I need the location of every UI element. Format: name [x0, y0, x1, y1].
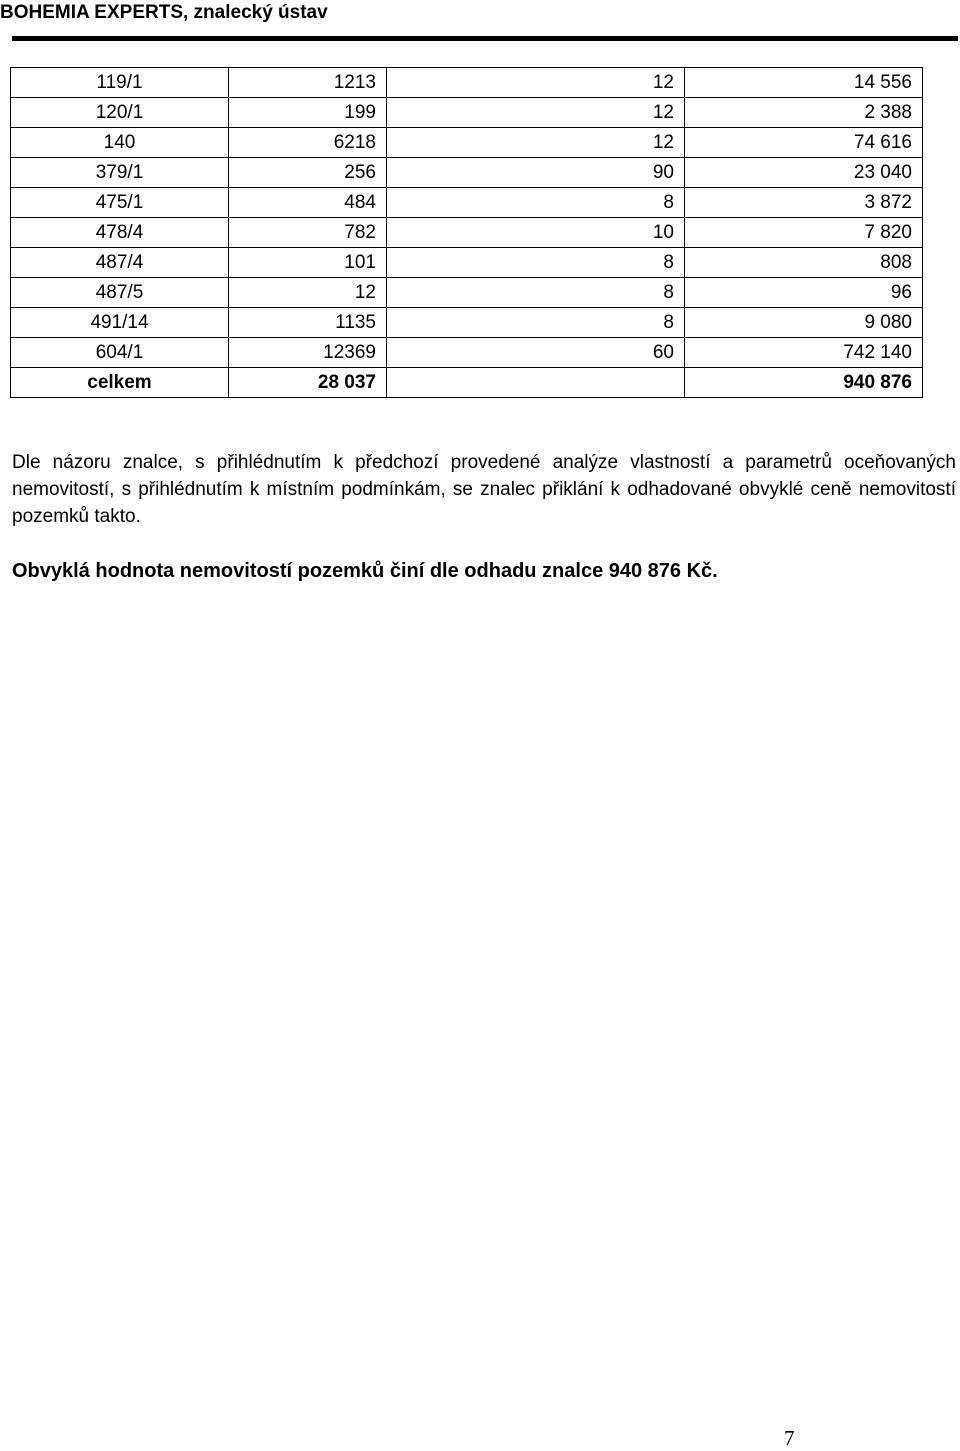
area-cell: 1135	[229, 308, 387, 338]
unit-price-cell: 12	[387, 98, 685, 128]
value-cell: 7 820	[685, 218, 923, 248]
unit-price-cell: 8	[387, 308, 685, 338]
unit-price-cell: 8	[387, 278, 685, 308]
unit-price-cell: 90	[387, 158, 685, 188]
parcel-cell: 475/1	[11, 188, 229, 218]
total-value-cell: 940 876	[685, 368, 923, 398]
parcel-cell: 478/4	[11, 218, 229, 248]
parcel-cell: 604/1	[11, 338, 229, 368]
parcel-cell: 379/1	[11, 158, 229, 188]
area-cell: 782	[229, 218, 387, 248]
parcel-cell: 487/5	[11, 278, 229, 308]
parcel-cell: 487/4	[11, 248, 229, 278]
value-cell: 74 616	[685, 128, 923, 158]
total-area-cell: 28 037	[229, 368, 387, 398]
parcel-cell: 140	[11, 128, 229, 158]
unit-price-cell: 8	[387, 188, 685, 218]
area-cell: 12	[229, 278, 387, 308]
unit-price-cell: 12	[387, 68, 685, 98]
value-cell: 742 140	[685, 338, 923, 368]
table-row	[11, 248, 923, 278]
value-cell: 23 040	[685, 158, 923, 188]
table-row	[11, 128, 923, 158]
table-row	[11, 278, 923, 308]
value-cell: 2 388	[685, 98, 923, 128]
table-row	[11, 98, 923, 128]
unit-price-cell: 12	[387, 128, 685, 158]
area-cell: 1213	[229, 68, 387, 98]
table-row	[11, 158, 923, 188]
table-row	[11, 188, 923, 218]
value-cell: 3 872	[685, 188, 923, 218]
area-cell: 6218	[229, 128, 387, 158]
value-cell: 96	[685, 278, 923, 308]
table-row	[11, 218, 923, 248]
total-label-cell: celkem	[11, 368, 229, 398]
value-cell: 9 080	[685, 308, 923, 338]
table-row	[11, 308, 923, 338]
unit-price-cell: 60	[387, 338, 685, 368]
unit-price-cell: 10	[387, 218, 685, 248]
value-cell: 808	[685, 248, 923, 278]
unit-price-cell: 8	[387, 248, 685, 278]
table-row	[11, 338, 923, 368]
parcel-cell: 119/1	[11, 68, 229, 98]
parcel-cell: 120/1	[11, 98, 229, 128]
header-divider	[12, 36, 958, 41]
area-cell: 101	[229, 248, 387, 278]
table-total-row	[11, 368, 923, 398]
total-unit-price-cell	[387, 368, 685, 398]
expert-opinion-paragraph: Dle názoru znalce, s přihlédnutím k předchozí provedené analýze vlastností a parametrů oceňovaných nemovitostí, s přihlédnutím k místním podmínkám, se znalec přiklání k odhadované obvyklé ceně nemovitostí pozemků takto.	[12, 452, 956, 527]
parcel-cell: 491/14	[11, 308, 229, 338]
area-cell: 199	[229, 98, 387, 128]
area-cell: 484	[229, 188, 387, 218]
page-number: 7	[784, 1426, 795, 1450]
area-cell: 12369	[229, 338, 387, 368]
page-header-title: BOHEMIA EXPERTS, znalecký ústav	[0, 2, 328, 23]
table-row	[11, 68, 923, 98]
area-cell: 256	[229, 158, 387, 188]
value-cell: 14 556	[685, 68, 923, 98]
valuation-table	[10, 67, 923, 398]
valuation-conclusion: Obvyklá hodnota nemovitostí pozemků činí dle odhadu znalce 940 876 Kč.	[12, 560, 718, 582]
